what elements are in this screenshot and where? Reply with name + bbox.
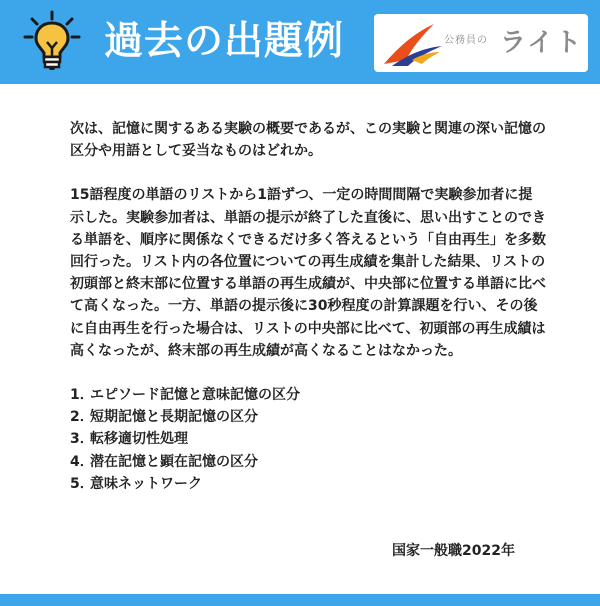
choice-text: 潜在記憶と顕在記憶の区分 [90,453,258,470]
choice-text: 短期記憶と長期記憶の区分 [90,409,258,426]
list-item [70,473,546,495]
lightbulb-icon [22,10,82,72]
choice-text: エピソード記憶と意味記憶の区分 [90,387,300,404]
choice-text: 意味ネットワーク [90,475,202,492]
question-intro: 次は、記憶に関するある実験の概要であるが、この実験と関連の深い記憶の区分や用語として妥当なものはどれか。 [70,121,546,160]
list-item [70,451,546,473]
logo [374,14,588,72]
choice-number: 4． [70,453,94,470]
list-item [70,384,546,406]
page-title: 過去の出題例 [104,19,345,64]
list-item [70,428,546,450]
list-item [70,406,546,428]
choice-number: 2． [70,409,94,426]
header-banner [0,0,600,84]
answer-choices [70,384,546,495]
choice-number: 1． [70,387,94,404]
footer-bar [0,594,600,606]
question-source: 国家一般職2022年 [392,543,515,559]
choice-number: 3． [70,431,94,448]
logo-text: ライト [500,28,584,58]
choice-text: 転移適切性処理 [90,431,188,448]
question-body [70,118,546,509]
question-passage: 15語程度の単語のリストから1語ずつ、一定の時間間隔で実験参加者に提示した。実験参加者は、単語の提示が終了した直後に、思い出すことのできる単語を、順序に関係なくできるだけ多く答えるという「自由再生」を多数回行った。リスト内の各位置についての再生成績を集計した結果、リストの初頭部と終末部に位置する単語の再生成績が、中央部に位置する単語に比べて高くなった。一方、単語の提示後に30秒程度の計算課題を行い、その後に自由再生を行った場合は、リストの中央部に比べて、初頭部の再生成績は高くなったが、終末部の再生成績が高くなることはなかった。 [70,187,546,359]
choice-number: 5． [70,475,94,492]
logo-subtext: 公務員の [444,35,488,46]
